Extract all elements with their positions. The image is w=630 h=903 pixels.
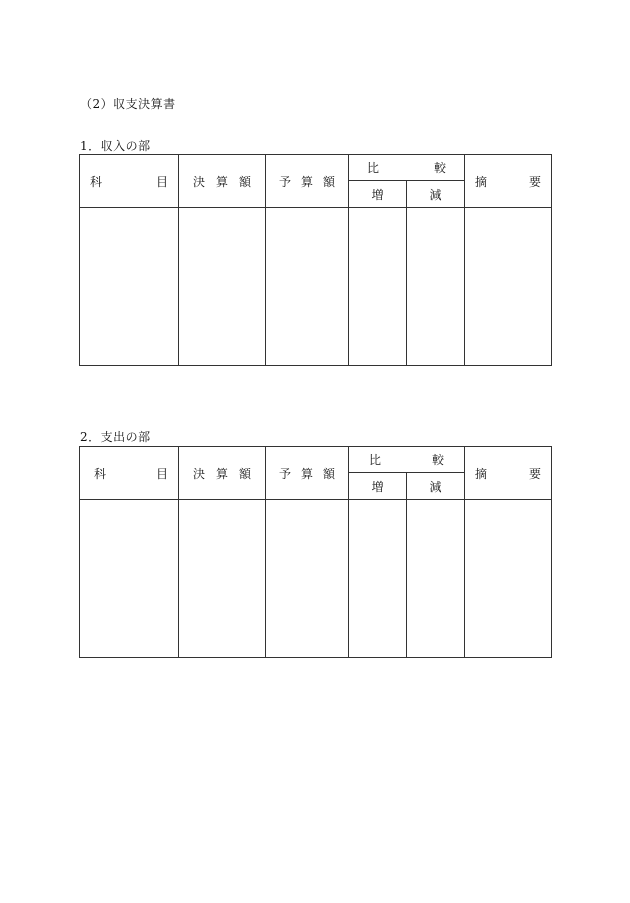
header-decrease: 減 <box>407 181 465 208</box>
cell-increase[interactable] <box>349 500 407 658</box>
cell-decrease[interactable] <box>407 500 465 658</box>
header-comparison: 比 較 <box>349 447 465 473</box>
document-title: （2）収支決算書 <box>80 97 176 111</box>
header-decrease: 減 <box>407 473 465 500</box>
cell-subject[interactable] <box>80 500 179 658</box>
section-title-income: 1．収入の部 <box>80 139 151 153</box>
cell-budget-amount[interactable] <box>266 208 349 366</box>
header-remarks: 摘 要 <box>465 155 552 208</box>
header-settled-amount: 決 算 額 <box>179 155 266 208</box>
header-remarks: 摘 要 <box>465 447 552 500</box>
expense-table <box>79 446 552 658</box>
section-title-expense: 2．支出の部 <box>80 430 151 444</box>
header-increase: 増 <box>349 181 407 208</box>
cell-decrease[interactable] <box>407 208 465 366</box>
header-budget-amount: 予 算 額 <box>266 155 349 208</box>
income-table <box>79 154 552 366</box>
header-subject: 科 目 <box>80 447 179 500</box>
cell-remarks[interactable] <box>465 500 552 658</box>
cell-increase[interactable] <box>349 208 407 366</box>
header-settled-amount: 決 算 額 <box>179 447 266 500</box>
header-comparison: 比 較 <box>349 155 465 181</box>
cell-settled-amount[interactable] <box>179 500 266 658</box>
header-budget-amount: 予 算 額 <box>266 447 349 500</box>
header-subject: 科 目 <box>80 155 179 208</box>
cell-budget-amount[interactable] <box>266 500 349 658</box>
header-increase: 増 <box>349 473 407 500</box>
cell-settled-amount[interactable] <box>179 208 266 366</box>
cell-remarks[interactable] <box>465 208 552 366</box>
cell-subject[interactable] <box>80 208 179 366</box>
